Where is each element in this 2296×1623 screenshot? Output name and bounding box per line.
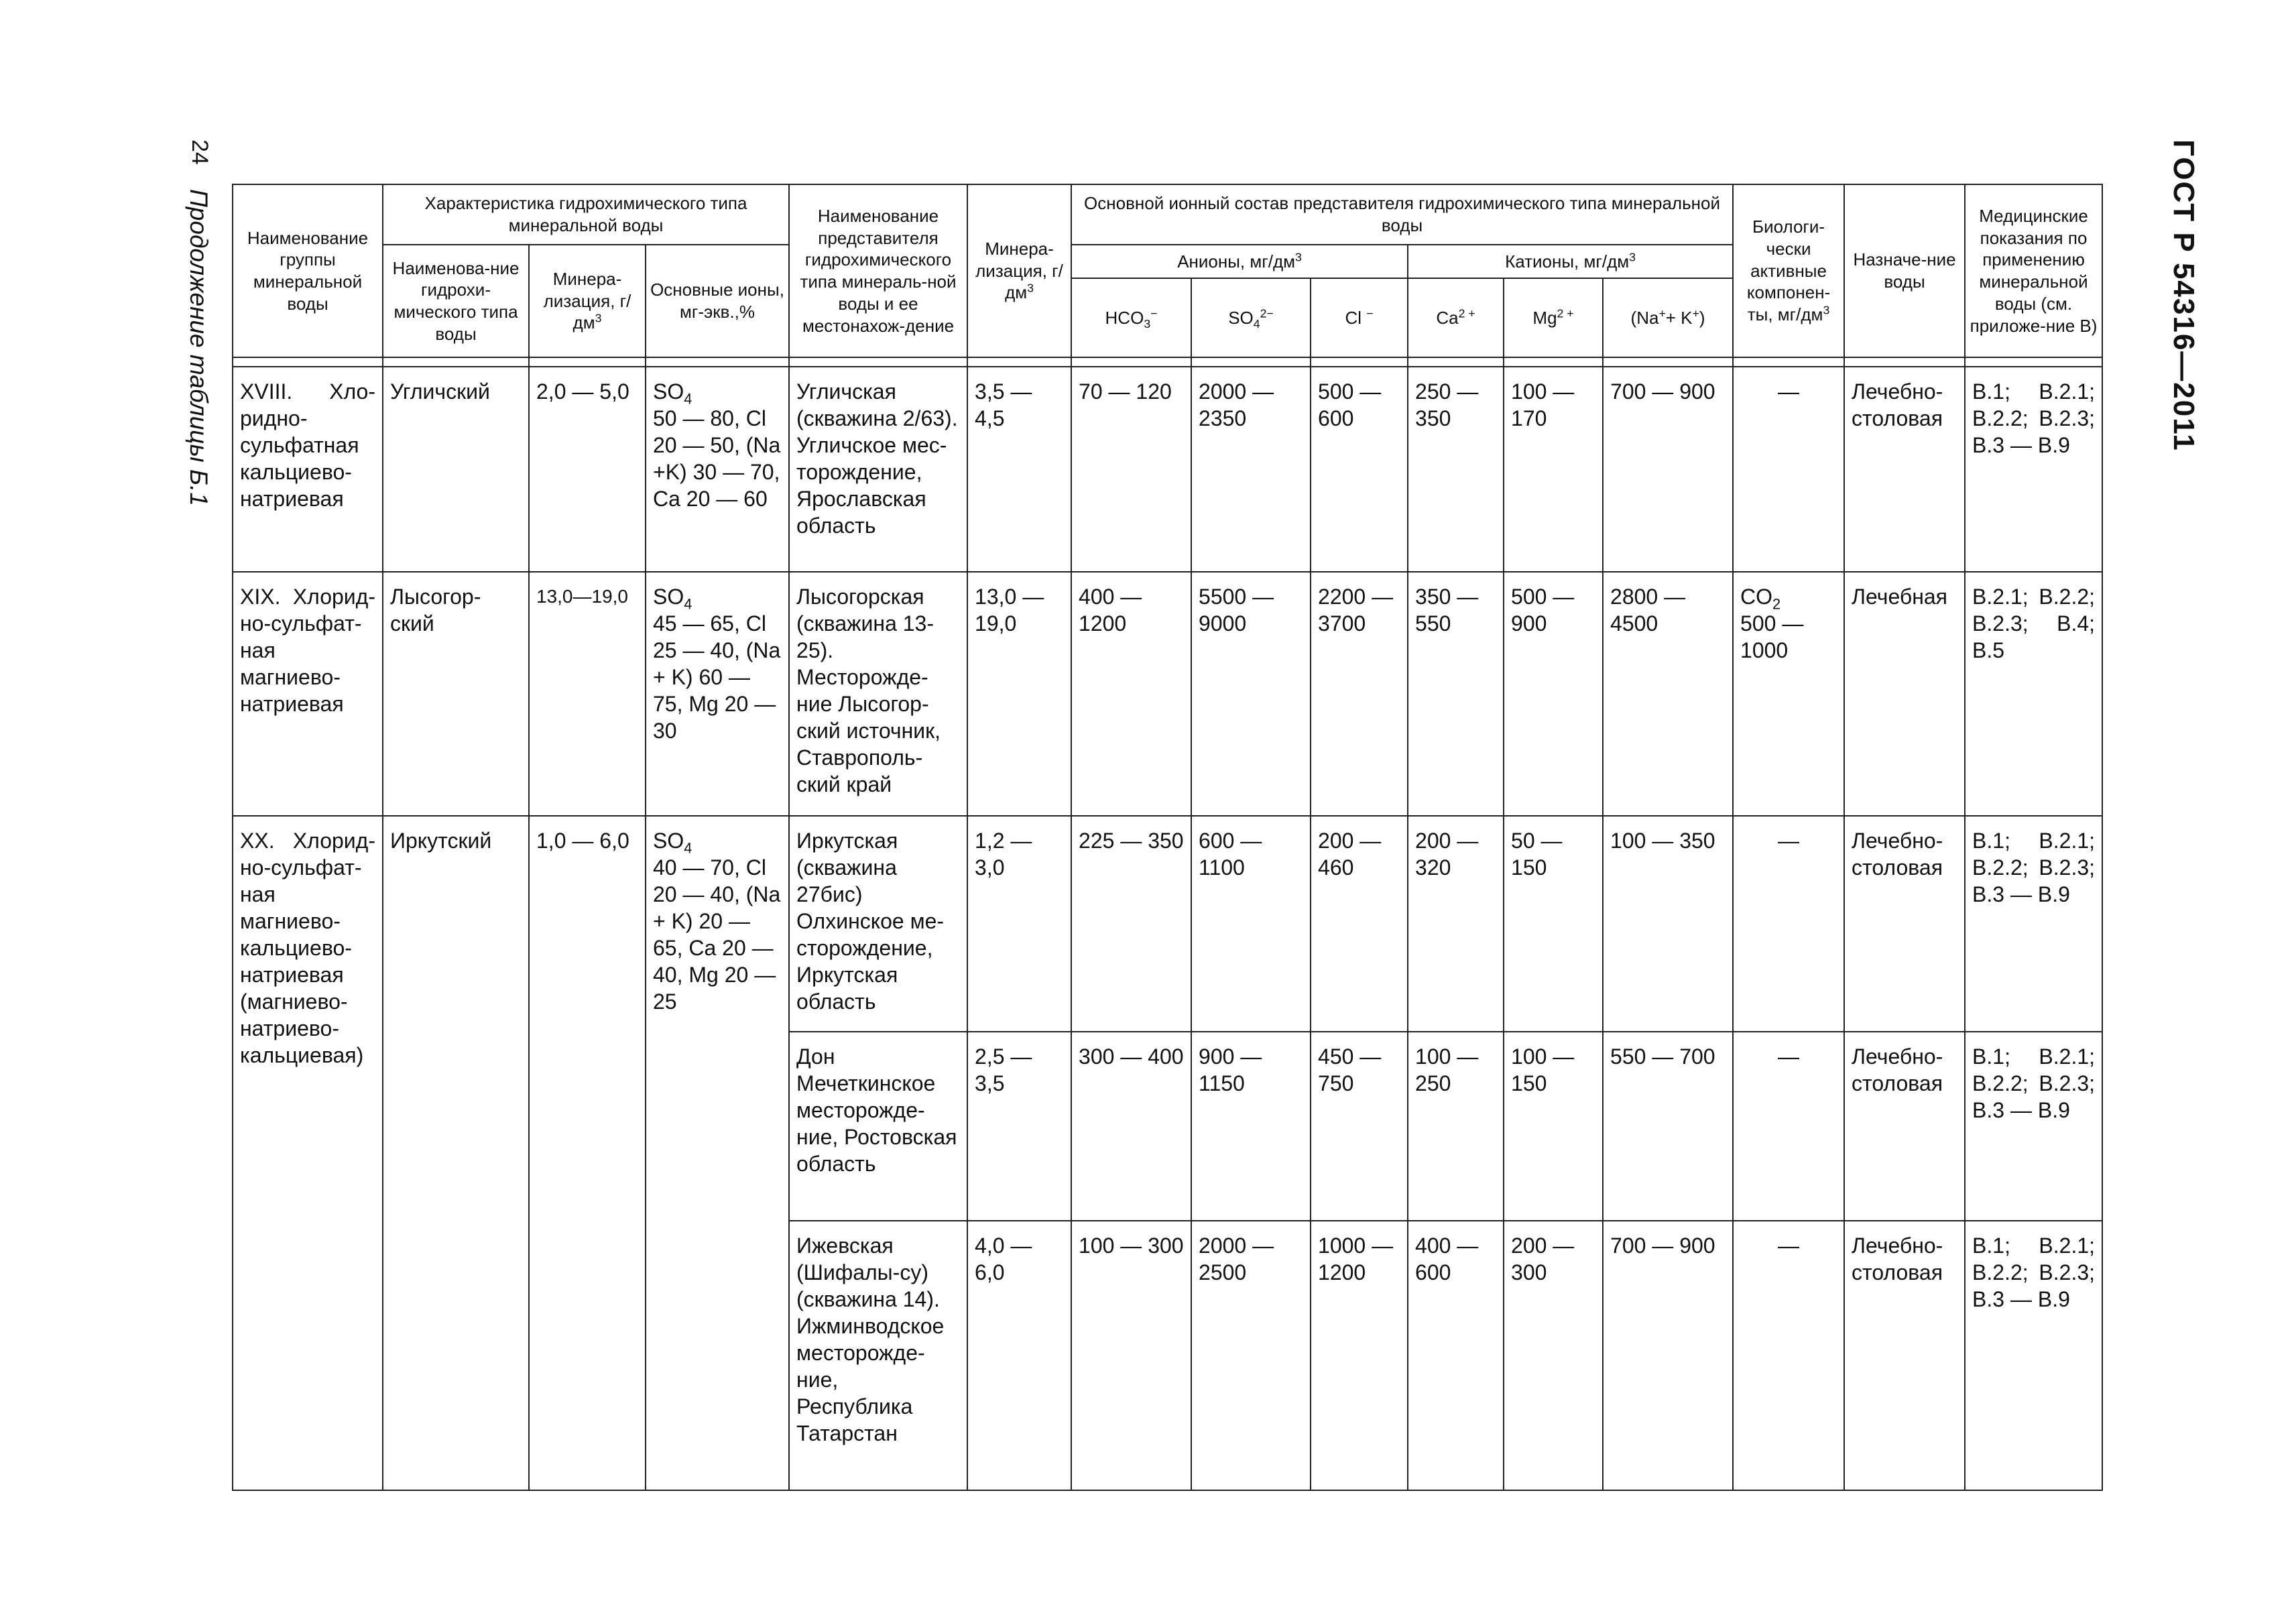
mg-value: 50 — 150 [1504,816,1603,1032]
group-name: XVIII. Хло-ридно-сульфатная кальциево-натриевая [233,367,383,572]
representative: Лысогорская (скважина 13-25). Месторожде-ние Лысогор-ский источник, Ставрополь-ский край [789,572,967,816]
so4-value: 600 — 1100 [1191,816,1311,1032]
hco3-value: 400 — 1200 [1071,572,1191,816]
medical-indications: В.1; В.2.1; В.2.2; В.2.3; В.3 — В.9 [1965,367,2102,572]
table-caption: Продолжение таблицы Б.1 [185,189,213,506]
bio-value: — [1733,816,1844,1032]
purpose: Лечебная [1844,572,1965,816]
na-k-value: 700 — 900 [1603,367,1733,572]
na-k-value: 550 — 700 [1603,1032,1733,1221]
so4-value: 900 — 1150 [1191,1032,1311,1221]
ca-value: 200 — 320 [1408,816,1504,1032]
ca-value: 350 — 550 [1408,572,1504,816]
ca-value: 400 — 600 [1408,1221,1504,1490]
mineral-water-table [232,184,2103,1491]
bio-value: $CO_2$ 500 — 1000 [1733,572,1844,816]
header-na-k: (Na++ K+) [1603,278,1733,357]
mineralization: 1,0 — 6,0 [529,816,646,1490]
header-hco3: $HCO_3^-$ [1071,278,1191,357]
main-ions: $SO_4$ 45 — 65, Cl 25 — 40, (Na + K) 60 — 75, Mg 20 — 30 [646,572,789,816]
purpose: Лечебно-столовая [1844,367,1965,572]
ca-value: 250 — 350 [1408,367,1504,572]
na-k-value: 2800 — 4500 [1603,572,1733,816]
cl-value: 1000 — 1200 [1311,1221,1408,1490]
header-group: Наименование группы минеральной воды [233,184,383,357]
cl-value: 200 — 460 [1311,816,1408,1032]
bio-value: — [1733,1221,1844,1490]
type-name: Иркутский [383,816,529,1490]
mineralization: 13,0—19,0 [529,572,646,816]
representative: Иркутская (скважина 27бис) Олхинское ме-сторождение, Иркутская область [789,816,967,1032]
cl-value: 500 — 600 [1311,367,1408,572]
header-type-name: Наименова-ние гидрохи-мического типа воды [383,245,529,357]
group-name: XIX. Хлорид-но-сульфат-ная магниево-натриевая [233,572,383,816]
rep-mineralization: 4,0 — 6,0 [967,1221,1071,1490]
na-k-value: 100 — 350 [1603,816,1733,1032]
cl-value: 2200 — 3700 [1311,572,1408,816]
page-number: 24 [187,139,213,165]
header-mg: $Mg^{2 +}$ [1504,278,1603,357]
type-name: Угличский [383,367,529,572]
header-ca: $Ca^{2 +}$ [1408,278,1504,357]
purpose: Лечебно-столовая [1844,1032,1965,1221]
main-ions: $SO_4$ 50 — 80, Cl 20 — 50, (Na +K) 30 — 70, Ca 20 — 60 [646,367,789,572]
hco3-value: 225 — 350 [1071,816,1191,1032]
representative: Угличская (скважина 2/63). Угличское мес-торождение, Ярославская область [789,367,967,572]
na-k-value: 700 — 900 [1603,1221,1733,1490]
header-ion-composition: Основной ионный состав представителя гидрохимического типа минеральной воды [1071,184,1733,245]
group-name: XX. Хлорид-но-сульфат-ная магниево-кальциево-натриевая (магниево-натриево-кальциевая) [233,816,383,1490]
hco3-value: 100 — 300 [1071,1221,1191,1490]
bio-value: — [1733,1032,1844,1221]
mg-value: 200 — 300 [1504,1221,1603,1490]
so4-value: 2000 — 2500 [1191,1221,1311,1490]
so4-value: 2000 — 2350 [1191,367,1311,572]
main-ions: $SO_4$ 40 — 70, Cl 20 — 40, (Na + K) 20 — 65, Ca 20 — 40, Mg 20 — 25 [646,816,789,1490]
header-medical: Медицинские показания по применению минеральной воды (см. приложе-ние В) [1965,184,2102,357]
table-header [233,184,2102,357]
rep-mineralization: 2,5 — 3,5 [967,1032,1071,1221]
table-row [233,572,2102,816]
representative: Дон Мечеткинское месторожде-ние, Ростовская область [789,1032,967,1221]
mg-value: 100 — 150 [1504,1032,1603,1221]
header-mineralization-1: Минера-лизация, $г/дм^3$ [529,245,646,357]
header-cl: Cl − [1311,278,1408,357]
ca-value: 100 — 250 [1408,1032,1504,1221]
cl-value: 450 — 750 [1311,1032,1408,1221]
header-so4: $SO_4^{2-}$ [1191,278,1311,357]
table-row [233,816,2102,1032]
so4-value: 5500 — 9000 [1191,572,1311,816]
document-code: ГОСТ Р 54316—2011 [2167,139,2200,452]
hco3-value: 300 — 400 [1071,1032,1191,1221]
medical-indications: В.1; В.2.1; В.2.2; В.2.3; В.3 — В.9 [1965,816,2102,1032]
header-anions: Анионы, $мг/дм^3$ [1071,245,1408,278]
rep-mineralization: 1,2 — 3,0 [967,816,1071,1032]
purpose: Лечебно-столовая [1844,1221,1965,1490]
header-representative: Наименование представителя гидрохимического типа минераль-ной воды и ее местонахож-дение [789,184,967,357]
medical-indications: В.1; В.2.1; В.2.2; В.2.3; В.3 — В.9 [1965,1221,2102,1490]
medical-indications: В.2.1; В.2.2; В.2.3; В.4; В.5 [1965,572,2102,816]
purpose: Лечебно-столовая [1844,816,1965,1032]
header-purpose: Назначе-ние воды [1844,184,1965,357]
header-mineralization-2: Минера-лизация, $г/дм^3$ [967,184,1071,357]
header-bio: Биологи-чески активные компонен-ты, $мг/дм^3$ [1733,184,1844,357]
hco3-value: 70 — 120 [1071,367,1191,572]
mg-value: 100 — 170 [1504,367,1603,572]
rep-mineralization: 3,5 — 4,5 [967,367,1071,572]
header-cations: Катионы, $мг/дм^3$ [1408,245,1733,278]
type-name: Лысогор-ский [383,572,529,816]
header-main-ions: Основные ионы, мг-экв.,% [646,245,789,357]
mg-value: 500 — 900 [1504,572,1603,816]
bio-value: — [1733,367,1844,572]
table-row [233,367,2102,572]
header-characteristic: Характеристика гидрохимического типа минеральной воды [383,184,789,245]
representative: Ижевская (Шифалы-су) (скважина 14). Ижминводское месторожде-ние, Республика Татарстан [789,1221,967,1490]
medical-indications: В.1; В.2.1; В.2.2; В.2.3; В.3 — В.9 [1965,1032,2102,1221]
rep-mineralization: 13,0 — 19,0 [967,572,1071,816]
mineralization: 2,0 — 5,0 [529,367,646,572]
